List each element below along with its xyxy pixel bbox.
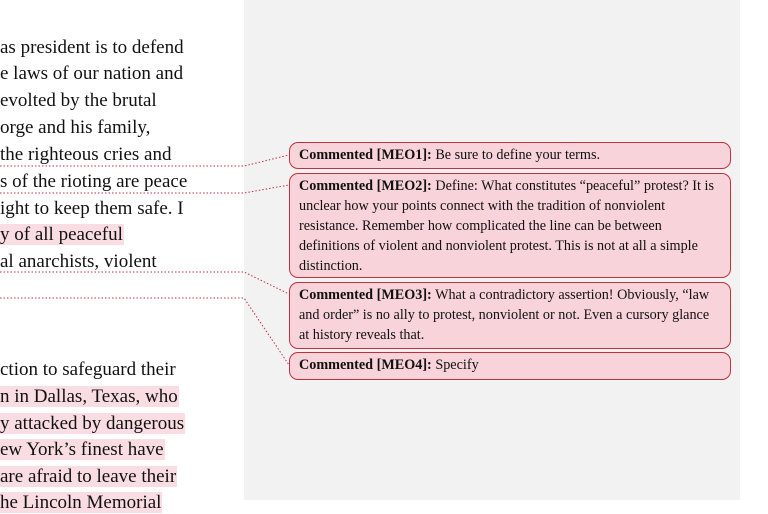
connector-meo2 [0, 185, 289, 193]
document-line: al anarchists, violent [0, 251, 157, 272]
comment-label: Commented [MEO3]: [299, 287, 432, 303]
comment-text: Specify [431, 357, 479, 373]
comment-highlight[interactable]: ew York’s finest have [0, 439, 164, 460]
document-line: the righteous cries and [0, 144, 172, 165]
comment-text: Be sure to define your terms. [431, 147, 601, 163]
document-line: e laws of our nation and [0, 63, 184, 84]
comment-meo1[interactable] [289, 142, 731, 169]
document-line: s of the rioting are peace [0, 171, 188, 192]
comment-meo2[interactable] [289, 173, 731, 278]
document-line: ight to keep them safe. I [0, 198, 184, 219]
comment-highlight[interactable]: y of all peaceful [0, 224, 123, 245]
document-line: evolted by the brutal [0, 90, 157, 111]
connector-meo3 [0, 272, 289, 294]
document-line: orge and his family, [0, 117, 151, 138]
comment-text: What a contradictory assertion! Obviously, “law and order” is no ally to protest, nonviolent or not. Even a cursory glance at history reveals that. [299, 287, 710, 343]
document-line: ction to safeguard their [0, 359, 176, 380]
comment-text: Define: What constitutes “peaceful” protest? It is unclear how your points connect with the tradition of nonviolent resistance. Remember how complicated the line can be between definitions of violent and nonviolent protest. This is not at all a simple distinction. [299, 178, 714, 274]
document-line: as president is to defend [0, 37, 184, 58]
comment-highlight[interactable]: he Lincoln Memorial [0, 492, 162, 513]
comment-label: Commented [MEO2]: [299, 178, 432, 194]
connector-meo1 [0, 155, 289, 166]
comment-meo3[interactable] [289, 282, 731, 349]
connector-meo4 [0, 298, 289, 365]
comment-highlight[interactable]: are afraid to leave their [0, 466, 177, 487]
comment-label: Commented [MEO1]: [299, 147, 432, 163]
comment-highlight[interactable]: n in Dallas, Texas, who [0, 386, 178, 407]
comment-meo4[interactable] [289, 352, 731, 380]
comment-label: Commented [MEO4]: [299, 357, 432, 373]
comment-highlight[interactable]: y attacked by dangerous [0, 413, 185, 434]
